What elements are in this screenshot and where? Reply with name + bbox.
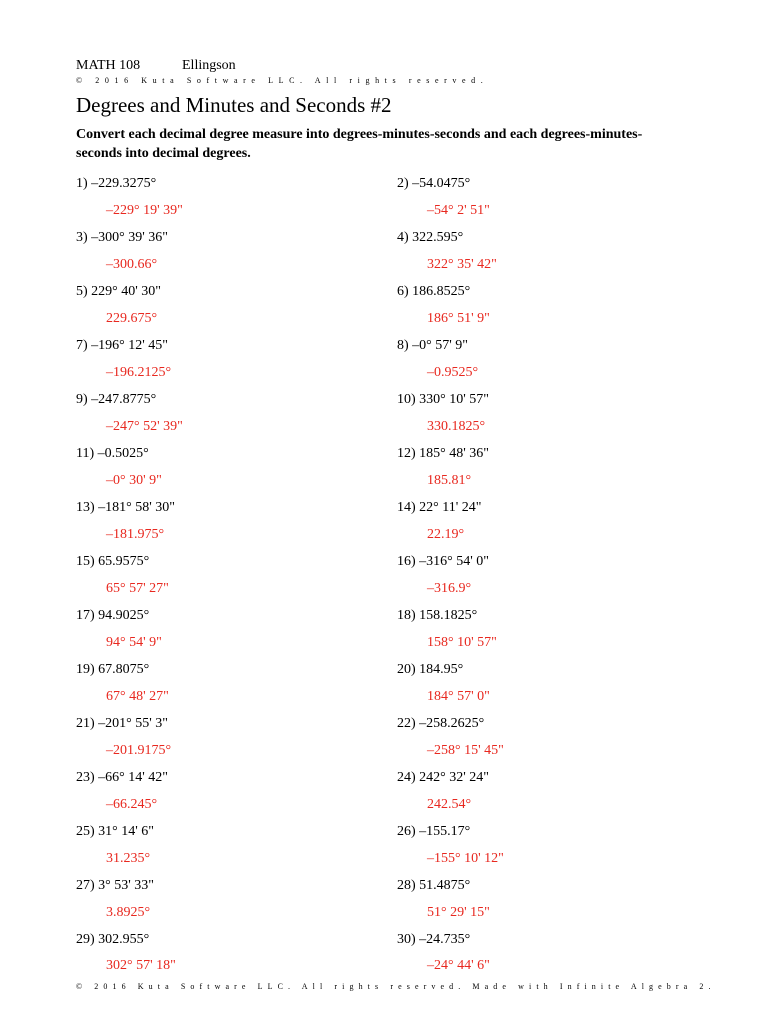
problem-answer: 158° 10' 57" (427, 635, 497, 650)
problem-question: 1) –229.3275° (76, 176, 157, 191)
problem-question: 17) 94.9025° (76, 608, 150, 623)
problem-question: 6) 186.8525° (397, 284, 471, 299)
problem-12 (397, 446, 489, 488)
problem-question: 8) –0° 57' 9" (397, 338, 468, 353)
problem-15 (76, 554, 169, 596)
problem-question: 24) 242° 32' 24" (397, 770, 489, 785)
problem-question: 5) 229° 40' 30" (76, 284, 161, 299)
problem-8 (397, 338, 479, 380)
problem-answer: –316.9° (427, 581, 472, 596)
problem-question: 26) –155.17° (397, 824, 471, 839)
problem-6 (397, 284, 490, 326)
problem-answer: –196.2125° (106, 365, 172, 380)
problem-question: 28) 51.4875° (397, 878, 471, 893)
problem-answer: –247° 52' 39" (106, 419, 183, 434)
problem-question: 27) 3° 53' 33" (76, 878, 154, 893)
problem-23 (76, 770, 168, 812)
problem-answer: 94° 54' 9" (106, 635, 162, 650)
teacher-name: Ellingson (182, 58, 236, 73)
problem-answer: –24° 44' 6" (427, 958, 490, 973)
problem-answer: –300.66° (106, 257, 158, 272)
problem-question: 16) –316° 54' 0" (397, 554, 489, 569)
problem-2 (397, 176, 490, 218)
copyright-top: © 2016 Kuta Software LLC. All rights reserved. (76, 76, 489, 85)
problem-question: 20) 184.95° (397, 662, 464, 677)
problem-answer: 330.1825° (427, 419, 486, 434)
problem-30 (397, 932, 490, 973)
problem-4 (397, 230, 497, 272)
problem-answer: –54° 2' 51" (427, 203, 490, 218)
problem-answer: –229° 19' 39" (106, 203, 183, 218)
problem-answer: 51° 29' 15" (427, 905, 490, 920)
problem-17 (76, 608, 162, 650)
problem-answer: –155° 10' 12" (427, 851, 504, 866)
problem-3 (76, 230, 168, 272)
problem-9 (76, 392, 183, 434)
problem-27 (76, 878, 154, 920)
problem-answer: –201.9175° (106, 743, 172, 758)
problem-answer: 31.235° (106, 851, 151, 866)
problem-answer: 302° 57' 18" (106, 958, 176, 973)
problem-question: 10) 330° 10' 57" (397, 392, 489, 407)
problem-13 (76, 500, 175, 542)
problem-14 (397, 500, 482, 542)
problem-16 (397, 554, 489, 596)
problem-18 (397, 608, 497, 650)
problem-20 (397, 662, 490, 704)
problem-answer: 242.54° (427, 797, 472, 812)
problem-26 (397, 824, 504, 866)
problem-11 (76, 446, 162, 488)
problem-question: 13) –181° 58' 30" (76, 500, 175, 515)
problem-question: 25) 31° 14' 6" (76, 824, 154, 839)
problem-answer: 185.81° (427, 473, 472, 488)
problem-28 (397, 878, 490, 920)
problem-question: 22) –258.2625° (397, 716, 485, 731)
problem-7 (76, 338, 172, 380)
problem-question: 12) 185° 48' 36" (397, 446, 489, 461)
problem-question: 29) 302.955° (76, 932, 150, 947)
problem-question: 23) –66° 14' 42" (76, 770, 168, 785)
problem-question: 2) –54.0475° (397, 176, 471, 191)
problem-24 (397, 770, 489, 812)
problem-question: 7) –196° 12' 45" (76, 338, 168, 353)
problem-answer: 322° 35' 42" (427, 257, 497, 272)
instructions: Convert each decimal degree measure into degrees-minutes-seconds and each degrees-minutes-seconds into decimal degrees. (76, 127, 643, 161)
copyright-footer: © 2016 Kuta Software LLC. All rights reserved. Made with Infinite Algebra 2. (76, 982, 716, 991)
problem-answer: 3.8925° (106, 905, 151, 920)
problem-10 (397, 392, 489, 434)
problem-question: 4) 322.595° (397, 230, 464, 245)
problem-answer: –0.9525° (427, 365, 479, 380)
course-name: MATH 108 (76, 58, 141, 73)
problem-29 (76, 932, 176, 973)
problem-question: 15) 65.9575° (76, 554, 150, 569)
problem-answer: –0° 30' 9" (106, 473, 162, 488)
problem-question: 30) –24.735° (397, 932, 471, 947)
problem-question: 9) –247.8775° (76, 392, 157, 407)
problem-answer: 65° 57' 27" (106, 581, 169, 596)
problem-question: 3) –300° 39' 36" (76, 230, 168, 245)
problem-answer: –258° 15' 45" (427, 743, 504, 758)
problem-answer: –66.245° (106, 797, 158, 812)
problem-question: 18) 158.1825° (397, 608, 478, 623)
problem-question: 19) 67.8075° (76, 662, 150, 677)
problem-25 (76, 824, 154, 866)
problem-answer: 67° 48' 27" (106, 689, 169, 704)
problem-answer: 186° 51' 9" (427, 311, 490, 326)
problem-question: 11) –0.5025° (76, 446, 149, 461)
problem-question: 21) –201° 55' 3" (76, 716, 168, 731)
problem-22 (397, 716, 504, 758)
problem-answer: 229.675° (106, 311, 158, 326)
worksheet-title: Degrees and Minutes and Seconds #2 (76, 93, 392, 117)
problem-answer: 22.19° (427, 527, 465, 542)
problem-19 (76, 662, 169, 704)
problem-5 (76, 284, 161, 326)
problem-answer: –181.975° (106, 527, 165, 542)
problem-answer: 184° 57' 0" (427, 689, 490, 704)
problem-1 (76, 176, 183, 218)
problem-question: 14) 22° 11' 24" (397, 500, 482, 515)
problem-21 (76, 716, 172, 758)
